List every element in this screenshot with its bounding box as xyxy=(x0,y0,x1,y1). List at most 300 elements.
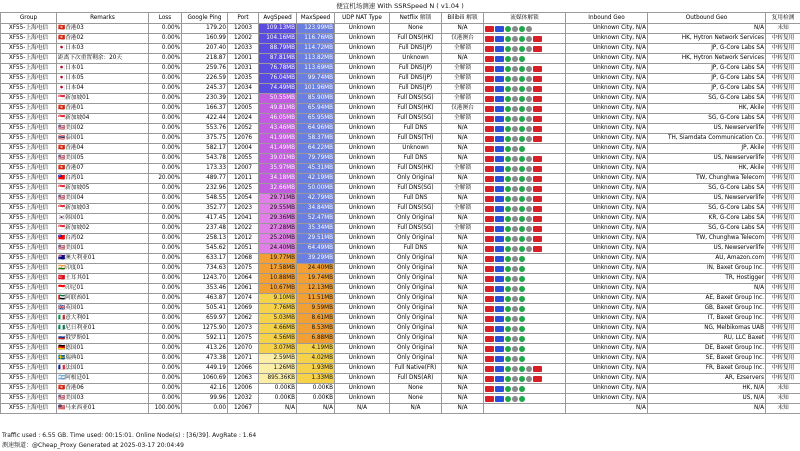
cell-avg-speed: 88.79MB xyxy=(259,44,297,54)
table-row xyxy=(1,104,800,114)
streaming-icon xyxy=(526,156,532,162)
cell-reuse: 中转复用 xyxy=(766,354,800,364)
cell-inbound: Unknown City, N/A xyxy=(566,194,648,204)
cell-bilibili: N/A xyxy=(442,24,484,34)
netflix-icon xyxy=(485,356,494,362)
cell-outbound: TW, Chunghwa Telecom xyxy=(648,174,766,184)
column-header: MaxSpeed xyxy=(297,13,335,24)
cell-loss: 0.00% xyxy=(149,54,182,64)
cell-outbound: NG, Melbikomas UAB xyxy=(648,324,766,334)
streaming-icon xyxy=(512,146,518,152)
streaming-icon xyxy=(519,336,525,342)
streaming-icon xyxy=(505,186,511,192)
streaming-icon xyxy=(519,166,525,172)
cell-avg-speed: 895.36KB xyxy=(259,374,297,384)
streaming-icon xyxy=(526,26,532,32)
hbo-icon xyxy=(495,106,504,112)
cell-max-speed: 12.13MB xyxy=(297,284,335,294)
cell-nat: Unknown xyxy=(335,54,390,64)
cell-media xyxy=(484,114,566,124)
cell-inbound: Unknown City, N/A xyxy=(566,264,648,274)
cell-port: 12032 xyxy=(228,394,259,404)
cell-media xyxy=(484,384,566,394)
cell-ping: 422.44 xyxy=(182,114,228,124)
table-row xyxy=(1,264,800,274)
streaming-icon xyxy=(505,216,511,222)
cell-bilibili: N/A xyxy=(442,264,484,274)
netflix-icon xyxy=(485,226,494,232)
streaming-icon xyxy=(505,156,511,162)
cell-max-speed: 8.53MB xyxy=(297,324,335,334)
netflix-icon xyxy=(485,236,494,242)
cell-group: XF55-上海电信 xyxy=(1,234,57,244)
cell-media xyxy=(484,164,566,174)
cell-netflix: Full DNS xyxy=(390,124,442,134)
streaming-icon xyxy=(512,206,518,212)
cell-remarks: 🇹🇷土耳其01 xyxy=(57,274,149,284)
cell-loss: 0.00% xyxy=(149,114,182,124)
cell-port: 12006 xyxy=(228,384,259,394)
cell-remarks: 🇯🇵日本03 xyxy=(57,44,149,54)
netflix-icon xyxy=(485,266,494,272)
column-header: 复用检测 xyxy=(766,13,800,24)
cell-nat: Unknown xyxy=(335,174,390,184)
cell-nat: Unknown xyxy=(335,44,390,54)
cell-ping: 42.16 xyxy=(182,384,228,394)
cell-avg-speed: 7.76MB xyxy=(259,304,297,314)
streaming-icon xyxy=(519,126,525,132)
streaming-icon xyxy=(519,326,525,332)
cell-avg-speed: 17.58MB xyxy=(259,264,297,274)
cell-media xyxy=(484,174,566,184)
cell-remarks: 🇸🇬新加坡03 xyxy=(57,204,149,214)
column-header: Google Ping xyxy=(182,13,228,24)
netflix-icon xyxy=(533,96,542,102)
cell-group: XF55-上海电信 xyxy=(1,104,57,114)
cell-remarks: 🇺🇸美国05 xyxy=(57,154,149,164)
cell-max-speed: 42.79MB xyxy=(297,194,335,204)
cell-netflix: Full DNS(HK) xyxy=(390,164,442,174)
cell-avg-speed: 24.40MB xyxy=(259,244,297,254)
netflix-icon xyxy=(485,106,494,112)
cell-bilibili: N/A xyxy=(442,234,484,244)
cell-media xyxy=(484,24,566,34)
cell-remarks: 🇭🇰香港01 xyxy=(57,104,149,114)
cell-remarks: 🇰🇷韩国01 xyxy=(57,214,149,224)
cell-reuse: 中转复用 xyxy=(766,74,800,84)
cell-max-speed: 64.96MB xyxy=(297,124,335,134)
cell-inbound: Unknown City, N/A xyxy=(566,294,648,304)
cell-avg-speed: 49.81MB xyxy=(259,104,297,114)
cell-inbound: Unknown City, N/A xyxy=(566,174,648,184)
cell-netflix: Full DNS(JP) xyxy=(390,44,442,54)
table-row xyxy=(1,214,800,224)
cell-port: 12023 xyxy=(228,204,259,214)
cell-outbound: N/A xyxy=(648,284,766,294)
streaming-icon xyxy=(519,56,525,62)
streaming-icon xyxy=(512,246,518,252)
cell-ping: 1275.90 xyxy=(182,324,228,334)
cell-avg-speed: 25.20MB xyxy=(259,234,297,244)
cell-outbound: FR, Baxet Group Inc. xyxy=(648,364,766,374)
cell-netflix: Full DNS xyxy=(390,244,442,254)
cell-loss: 0.00% xyxy=(149,244,182,254)
cell-inbound: Unknown City, N/A xyxy=(566,314,648,324)
cell-group: XF55-上海电信 xyxy=(1,214,57,224)
cell-outbound: TR, Hostigger xyxy=(648,274,766,284)
netflix-icon xyxy=(485,116,494,122)
cell-group: XF55-上海电信 xyxy=(1,324,57,334)
table-row xyxy=(1,344,800,354)
streaming-icon xyxy=(512,106,518,112)
streaming-icon xyxy=(519,386,525,392)
streaming-icon xyxy=(512,386,518,392)
streaming-icon xyxy=(519,46,525,52)
cell-loss: 0.00% xyxy=(149,184,182,194)
cell-outbound: SG, G-Core Labs SA xyxy=(648,114,766,124)
netflix-icon xyxy=(485,346,494,352)
streaming-icon xyxy=(519,376,525,382)
cell-outbound: US, Newserverlife xyxy=(648,124,766,134)
cell-inbound: Unknown City, N/A xyxy=(566,304,648,314)
cell-port: 12012 xyxy=(228,234,259,244)
cell-avg-speed: 35.97MB xyxy=(259,164,297,174)
cell-bilibili: 全解锁 xyxy=(442,184,484,194)
cell-loss: 0.00% xyxy=(149,384,182,394)
cell-remarks: 🇹🇭泰国01 xyxy=(57,134,149,144)
cell-nat: Unknown xyxy=(335,154,390,164)
cell-bilibili: N/A xyxy=(442,134,484,144)
table-row xyxy=(1,204,800,214)
cell-reuse: 中转复用 xyxy=(766,244,800,254)
cell-inbound: Unknown City, N/A xyxy=(566,274,648,284)
cell-remarks: 🇸🇬新加坡01 xyxy=(57,94,149,104)
cell-port: 12034 xyxy=(228,84,259,94)
cell-remarks: 🇸🇬新加坡05 xyxy=(57,184,149,194)
streaming-icon xyxy=(505,396,511,402)
cell-nat: Unknown xyxy=(335,194,390,204)
cell-outbound: AE, Baxet Group Inc. xyxy=(648,294,766,304)
streaming-icon xyxy=(526,126,532,132)
cell-netflix: Only Original xyxy=(390,334,442,344)
cell-max-speed: 19.74MB xyxy=(297,274,335,284)
netflix-icon xyxy=(485,186,494,192)
cell-group: XF55-上海电信 xyxy=(1,184,57,194)
cell-bilibili: N/A xyxy=(442,304,484,314)
netflix-icon xyxy=(533,236,542,242)
table-row xyxy=(1,404,800,414)
hbo-icon xyxy=(495,226,504,232)
cell-netflix: Full DNS(SG) xyxy=(390,114,442,124)
streaming-icon xyxy=(512,76,518,82)
cell-media xyxy=(484,184,566,194)
cell-reuse: 中转复用 xyxy=(766,284,800,294)
streaming-icon xyxy=(512,266,518,272)
cell-ping: 375.75 xyxy=(182,134,228,144)
cell-reuse: 中转复用 xyxy=(766,234,800,244)
streaming-icon xyxy=(505,146,511,152)
cell-outbound: JP, G-Core Labs SA xyxy=(648,44,766,54)
streaming-icon xyxy=(526,246,532,252)
streaming-icon xyxy=(519,256,525,262)
streaming-icon xyxy=(512,156,518,162)
cell-remarks: 🇮🇹意大利01 xyxy=(57,314,149,324)
cell-port: 12075 xyxy=(228,334,259,344)
hbo-icon xyxy=(495,146,504,152)
hbo-icon xyxy=(495,326,504,332)
cell-remarks: 🇭🇰香港07 xyxy=(57,164,149,174)
cell-media xyxy=(484,334,566,344)
cell-media xyxy=(484,84,566,94)
cell-reuse: 未知 xyxy=(766,24,800,34)
streaming-icon xyxy=(512,356,518,362)
streaming-icon xyxy=(519,136,525,142)
cell-outbound: HK, Hytron Network Services xyxy=(648,54,766,64)
cell-netflix: Only Original xyxy=(390,264,442,274)
cell-bilibili: N/A xyxy=(442,144,484,154)
cell-port: 12031 xyxy=(228,64,259,74)
netflix-icon xyxy=(533,246,542,252)
cell-media xyxy=(484,274,566,284)
cell-loss: 20.00% xyxy=(149,174,182,184)
cell-reuse: 中转复用 xyxy=(766,124,800,134)
cell-netflix: Full DNS(TH) xyxy=(390,134,442,144)
cell-remarks: 🇭🇰香港04 xyxy=(57,144,149,154)
netflix-icon xyxy=(485,26,494,32)
cell-remarks: 🇷🇺俄罗斯01 xyxy=(57,334,149,344)
hbo-icon xyxy=(495,356,504,362)
cell-port: 12055 xyxy=(228,154,259,164)
column-header: Netflix 解锁 xyxy=(390,13,442,24)
cell-avg-speed: 76.04MB xyxy=(259,74,297,84)
cell-max-speed: 11.51MB xyxy=(297,294,335,304)
streaming-icon xyxy=(512,36,518,42)
cell-loss: 0.00% xyxy=(149,74,182,84)
cell-nat: Unknown xyxy=(335,184,390,194)
cell-max-speed: 113.82MB xyxy=(297,54,335,64)
cell-media xyxy=(484,234,566,244)
cell-ping: 230.39 xyxy=(182,94,228,104)
cell-reuse: 中转复用 xyxy=(766,364,800,374)
cell-remarks: 🇭🇰香港03 xyxy=(57,24,149,34)
streaming-icon xyxy=(505,296,511,302)
cell-nat: Unknown xyxy=(335,244,390,254)
cell-port: 12024 xyxy=(228,114,259,124)
cell-outbound: SG, G-Core Labs SA xyxy=(648,94,766,104)
table-row xyxy=(1,254,800,264)
streaming-icon xyxy=(505,86,511,92)
cell-outbound: US, Newserverlife xyxy=(648,154,766,164)
cell-max-speed: 52.47MB xyxy=(297,214,335,224)
cell-bilibili: N/A xyxy=(442,154,484,164)
cell-port: 12070 xyxy=(228,344,259,354)
cell-group: XF55-上海电信 xyxy=(1,394,57,404)
streaming-icon xyxy=(505,136,511,142)
netflix-icon xyxy=(533,366,542,372)
cell-loss: 0.00% xyxy=(149,284,182,294)
netflix-icon xyxy=(485,66,494,72)
cell-avg-speed: 34.18MB xyxy=(259,174,297,184)
cell-bilibili: 全解锁 xyxy=(442,164,484,174)
cell-outbound: HK, Hytron Network Services xyxy=(648,34,766,44)
table-row xyxy=(1,324,800,334)
cell-netflix: Full DNS(SG) xyxy=(390,224,442,234)
cell-loss: 0.00% xyxy=(149,364,182,374)
streaming-icon xyxy=(512,346,518,352)
cell-reuse: 中转复用 xyxy=(766,194,800,204)
hbo-icon xyxy=(495,46,504,52)
cell-group: XF55-上海电信 xyxy=(1,124,57,134)
cell-ping: 582.17 xyxy=(182,144,228,154)
streaming-icon xyxy=(526,96,532,102)
hbo-icon xyxy=(495,86,504,92)
streaming-icon xyxy=(519,76,525,82)
cell-reuse: 中转复用 xyxy=(766,344,800,354)
cell-avg-speed: 41.49MB xyxy=(259,144,297,154)
cell-group: XF55-上海电信 xyxy=(1,254,57,264)
cell-inbound: Unknown City, N/A xyxy=(566,104,648,114)
streaming-icon xyxy=(512,26,518,32)
cell-nat: Unknown xyxy=(335,84,390,94)
cell-loss: 0.00% xyxy=(149,394,182,404)
streaming-icon xyxy=(519,276,525,282)
hbo-icon xyxy=(495,26,504,32)
cell-netflix: Only Original xyxy=(390,274,442,284)
cell-bilibili: N/A xyxy=(442,294,484,304)
cell-inbound: Unknown City, N/A xyxy=(566,94,648,104)
cell-avg-speed: 29.36MB xyxy=(259,214,297,224)
cell-ping: 226.59 xyxy=(182,74,228,84)
netflix-icon xyxy=(485,136,494,142)
cell-netflix: None xyxy=(390,384,442,394)
cell-media xyxy=(484,344,566,354)
cell-group: XF55-上海电信 xyxy=(1,174,57,184)
cell-nat: Unknown xyxy=(335,364,390,374)
cell-bilibili: N/A xyxy=(442,274,484,284)
cell-bilibili: N/A xyxy=(442,324,484,334)
hbo-icon xyxy=(495,196,504,202)
hbo-icon xyxy=(495,216,504,222)
table-row xyxy=(1,304,800,314)
cell-port: 12067 xyxy=(228,404,259,414)
cell-outbound: US, Newserverlife xyxy=(648,244,766,254)
cell-ping: 489.77 xyxy=(182,174,228,184)
cell-remarks: 🇮🇩印尼01 xyxy=(57,284,149,294)
cell-bilibili: 仅港澳台 xyxy=(442,34,484,44)
streaming-icon xyxy=(505,376,511,382)
streaming-icon xyxy=(512,276,518,282)
cell-remarks: 🇬🇧英国01 xyxy=(57,304,149,314)
cell-port: 12005 xyxy=(228,104,259,114)
cell-loss: 0.00% xyxy=(149,64,182,74)
cell-max-speed: 50.00MB xyxy=(297,184,335,194)
cell-reuse: 中转复用 xyxy=(766,184,800,194)
hbo-icon xyxy=(495,396,504,402)
cell-port: 12063 xyxy=(228,374,259,384)
netflix-icon xyxy=(485,196,494,202)
cell-nat: Unknown xyxy=(335,134,390,144)
cell-group: XF55-上海电信 xyxy=(1,94,57,104)
cell-netflix: Full Native(FR) xyxy=(390,364,442,374)
cell-remarks: 🇸🇬新加坡02 xyxy=(57,224,149,234)
netflix-icon xyxy=(533,176,542,182)
hbo-icon xyxy=(495,66,504,72)
streaming-icon xyxy=(519,356,525,362)
cell-group: XF55-上海电信 xyxy=(1,54,57,64)
cell-inbound: Unknown City, N/A xyxy=(566,74,648,84)
cell-bilibili: N/A xyxy=(442,354,484,364)
column-header: 流媒体解锁 xyxy=(484,13,566,24)
hbo-icon xyxy=(495,296,504,302)
streaming-icon xyxy=(505,106,511,112)
table-row xyxy=(1,194,800,204)
cell-bilibili: 全解锁 xyxy=(442,114,484,124)
column-header: Inbound Geo xyxy=(566,13,648,24)
streaming-icon xyxy=(512,176,518,182)
cell-bilibili: 全解锁 xyxy=(442,44,484,54)
cell-port: 12062 xyxy=(228,314,259,324)
streaming-icon xyxy=(519,306,525,312)
cell-avg-speed: 5.03MB xyxy=(259,314,297,324)
streaming-icon xyxy=(519,116,525,122)
cell-ping: 99.96 xyxy=(182,394,228,404)
cell-nat: Unknown xyxy=(335,374,390,384)
cell-remarks: 🇺🇸美国01 xyxy=(57,244,149,254)
streaming-icon xyxy=(512,236,518,242)
streaming-icon xyxy=(505,236,511,242)
cell-port: 12004 xyxy=(228,144,259,154)
cell-reuse: 中转复用 xyxy=(766,304,800,314)
streaming-icon xyxy=(526,366,532,372)
cell-max-speed: 113.69MB xyxy=(297,64,335,74)
streaming-icon xyxy=(526,236,532,242)
cell-loss: 0.00% xyxy=(149,324,182,334)
table-row xyxy=(1,334,800,344)
cell-netflix: Unknown xyxy=(390,144,442,154)
cell-avg-speed: 2.59MB xyxy=(259,354,297,364)
cell-netflix: Full DNS(JP) xyxy=(390,84,442,94)
cell-bilibili: 全解锁 xyxy=(442,204,484,214)
cell-nat: Unknown xyxy=(335,324,390,334)
cell-reuse: 中转复用 xyxy=(766,224,800,234)
cell-outbound: HK, Akile xyxy=(648,104,766,114)
cell-netflix: Full DNS(SG) xyxy=(390,204,442,214)
cell-group: XF55-上海电信 xyxy=(1,84,57,94)
cell-nat: Unknown xyxy=(335,144,390,154)
streaming-icon xyxy=(519,346,525,352)
cell-ping: 449.19 xyxy=(182,364,228,374)
cell-loss: 0.00% xyxy=(149,214,182,224)
streaming-icon xyxy=(519,366,525,372)
cell-max-speed: 0.00KB xyxy=(297,394,335,404)
cell-netflix: Only Original xyxy=(390,294,442,304)
cell-outbound: RU, LLC Baxet xyxy=(648,334,766,344)
cell-port: 12061 xyxy=(228,284,259,294)
cell-group: XF55-上海电信 xyxy=(1,134,57,144)
cell-max-speed: 101.96MB xyxy=(297,84,335,94)
streaming-icon xyxy=(526,106,532,112)
cell-remarks: 🇺🇸美国03 xyxy=(57,394,149,404)
cell-loss: 0.00% xyxy=(149,144,182,154)
cell-max-speed: 8.61MB xyxy=(297,314,335,324)
cell-bilibili: 全解锁 xyxy=(442,224,484,234)
cell-max-speed: 65.94MB xyxy=(297,104,335,114)
cell-avg-speed: 29.55MB xyxy=(259,204,297,214)
cell-outbound: SE, Baxet Group Inc. xyxy=(648,354,766,364)
cell-group: XF55-上海电信 xyxy=(1,374,57,384)
streaming-icon xyxy=(512,376,518,382)
cell-reuse: 未知 xyxy=(766,404,800,414)
